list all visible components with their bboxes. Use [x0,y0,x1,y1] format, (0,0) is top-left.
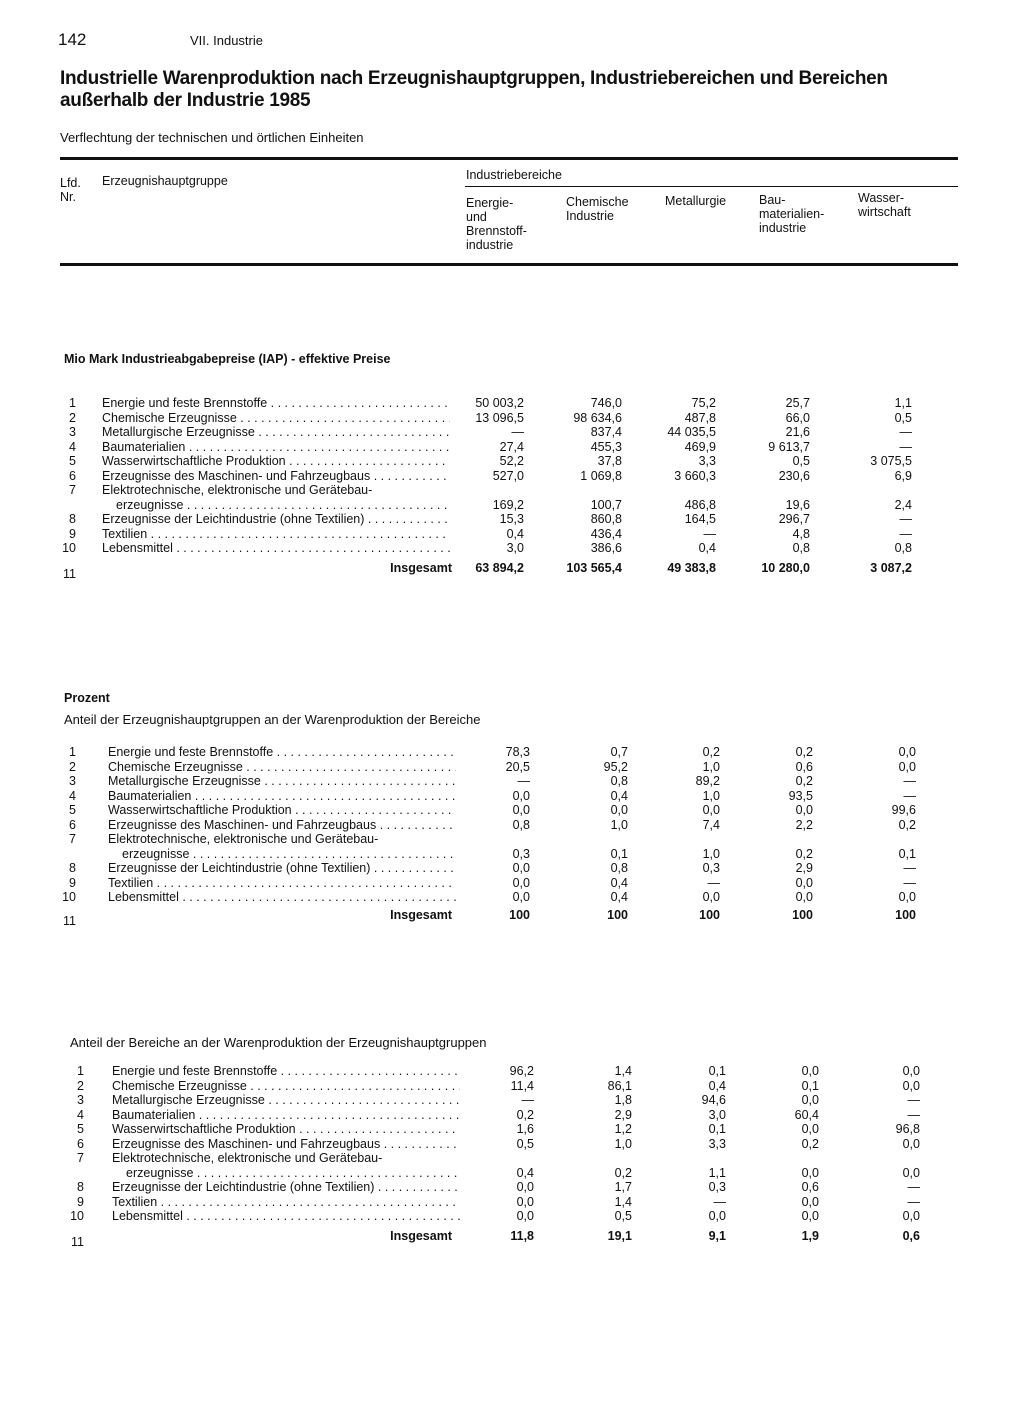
value-cell: 1,0 [610,817,628,832]
value-cell: 1,0 [702,846,720,861]
table-row [0,1195,1024,1209]
product-group-label: Wasserwirtschaftliche Produktion . . . [102,454,450,468]
product-group-label: Lebensmittel . . . [112,1209,460,1223]
value-cell: 0,4 [708,1078,726,1093]
value-cell: 3 087,2 [870,561,912,575]
value-cell: 436,4 [590,526,622,541]
table-row [0,483,1024,497]
row-number: 6 [69,817,76,832]
table-row [0,512,1024,526]
value-cell: 3,0 [506,541,524,555]
product-group-label: Energie und feste Brennstoffe . . . [102,396,450,410]
table-row [0,847,1024,861]
product-group-label: Chemische Erzeugnisse . . . [102,411,450,425]
value-cell: 0,0 [516,1194,534,1209]
value-cell: 0,0 [512,861,530,875]
value-cell: 0,4 [610,875,628,890]
table-row [0,1064,1024,1078]
value-cell: 0,0 [801,1064,819,1078]
value-cell: — [707,875,720,890]
value-cell: 0,1 [898,846,916,861]
value-cell: 0,1 [801,1078,819,1093]
value-cell: 0,0 [512,803,530,817]
value-cell: 0,5 [792,454,810,468]
row-number: 11 [71,1235,84,1249]
value-cell: — [511,425,524,439]
table-row [0,1122,1024,1136]
row-number: 2 [69,759,76,774]
product-group-label: Lebensmittel . . . [108,890,456,904]
value-cell: 0,0 [610,803,628,817]
value-cell: 0,3 [512,846,530,861]
product-group-label: Lebensmittel . . . [102,541,450,555]
product-group-label: erzeugnisse . . . [108,847,456,861]
row-number: 1 [77,1064,84,1078]
product-group-label: Erzeugnisse des Maschinen- und Fahrzeugbaus . . . [112,1137,460,1151]
value-cell: 95,2 [603,759,628,774]
section-subtitle: Anteil der Bereiche an der Warenproduktion der Erzeugnishauptgruppen [70,1035,487,1050]
total-label: Insgesamt [390,561,452,575]
value-cell: — [713,1194,726,1209]
value-cell: 0,1 [610,846,628,861]
value-cell: 0,5 [894,410,912,425]
value-cell: 6,9 [894,468,912,483]
value-cell: 0,8 [512,817,530,832]
page-number: 142 [58,30,87,49]
row-number: 7 [69,483,76,497]
table-row [0,803,1024,817]
value-cell: 0,5 [614,1209,632,1223]
row-number: 11 [63,567,76,581]
row-number: 4 [69,788,76,803]
value-cell: 0,4 [610,788,628,803]
header-col-chemie: Chemische Industrie [566,195,629,223]
value-cell: 0,0 [801,1194,819,1209]
row-number: 7 [77,1151,84,1165]
value-cell: 0,0 [902,1064,920,1078]
row-number: 2 [77,1078,84,1093]
value-cell: — [899,425,912,439]
value-cell: 100 [699,908,720,922]
header-rule-thin [465,186,958,187]
table-row [0,527,1024,541]
table-row [0,861,1024,875]
value-cell: 469,9 [684,439,716,454]
value-cell: 0,0 [898,890,916,904]
value-cell: 0,1 [708,1122,726,1136]
value-cell: 0,3 [708,1180,726,1194]
table-row [0,1180,1024,1194]
row-number: 9 [77,1194,84,1209]
value-cell: 2,2 [795,817,813,832]
value-cell: 1,4 [614,1064,632,1078]
total-label: Insgesamt [390,1229,452,1243]
total-label: Insgesamt [390,908,452,922]
value-cell: 99,6 [891,803,916,817]
value-cell: 0,4 [516,1165,534,1180]
table-row [0,1079,1024,1093]
value-cell: 0,4 [610,890,628,904]
value-cell: 0,0 [898,745,916,759]
value-cell: 0,2 [801,1136,819,1151]
value-cell: 0,0 [795,803,813,817]
row-number: 10 [62,890,76,904]
product-group-label: Textilien . . . [112,1195,460,1209]
row-number: 4 [69,439,76,454]
value-cell: 0,0 [516,1209,534,1223]
value-cell: 0,6 [801,1180,819,1194]
value-cell: 837,4 [590,425,622,439]
product-group-label: Baumaterialien . . . [112,1108,460,1122]
value-cell: 1,9 [801,1229,819,1243]
product-group-label: Erzeugnisse des Maschinen- und Fahrzeugbaus . . . [102,469,450,483]
value-cell: 0,0 [801,1209,819,1223]
row-number: 9 [69,875,76,890]
value-cell: 486,8 [684,497,716,512]
product-group-label: Wasserwirtschaftliche Produktion . . . [112,1122,460,1136]
product-group-label: Chemische Erzeugnisse . . . [112,1079,460,1093]
header-col-wasserwirtschaft: Wasser- wirtschaft [858,191,911,219]
value-cell: 1,7 [614,1180,632,1194]
value-cell: 94,6 [701,1093,726,1107]
value-cell: 63 894,2 [475,561,524,575]
table-row [0,396,1024,410]
row-number: 5 [69,803,76,817]
row-number: 5 [77,1122,84,1136]
value-cell: — [907,1180,920,1194]
header-col-metallurgie: Metallurgie [665,194,727,208]
product-group-label: Chemische Erzeugnisse . . . [108,760,456,774]
value-cell: 44 035,5 [667,425,716,439]
row-number: 7 [69,832,76,846]
header-lfd-nr: Lfd. Nr. [60,176,81,204]
value-cell: 169,2 [492,497,524,512]
product-group-label: erzeugnisse . . . [112,1166,460,1180]
table-row [0,425,1024,439]
value-cell: 0,4 [698,541,716,555]
table-row [0,745,1024,759]
value-cell: 11,4 [510,1078,534,1093]
section-label: Mio Mark Industrieabgabepreise (IAP) - effektive Preise [64,352,391,366]
row-number: 3 [69,774,76,788]
value-cell: 52,2 [499,454,524,468]
table-total-row [0,908,1024,928]
value-cell: 0,1 [708,1064,726,1078]
value-cell: 89,2 [695,774,720,788]
value-cell: 1,0 [614,1136,632,1151]
row-number: 4 [77,1107,84,1122]
section-label: Prozent [64,691,110,705]
value-cell: 0,6 [902,1229,920,1243]
value-cell: 93,5 [788,788,813,803]
product-group-label: Wasserwirtschaftliche Produktion . . . [108,803,456,817]
product-group-label: Elektrotechnische, elektronische und Gerätebau- [112,1151,383,1165]
value-cell: 0,6 [795,759,813,774]
value-cell: 0,2 [795,745,813,759]
value-cell: 11,8 [510,1229,534,1243]
value-cell: 3,3 [698,454,716,468]
table-row [0,789,1024,803]
value-cell: 100,7 [590,497,622,512]
value-cell: 9,1 [708,1229,726,1243]
product-group-label: Erzeugnisse der Leichtindustrie (ohne Textilien) . . . [102,512,450,526]
table-row [0,469,1024,483]
table-row [0,818,1024,832]
product-group-label: erzeugnisse . . . [102,498,450,512]
value-cell: 21,6 [785,425,810,439]
value-cell: — [903,875,916,890]
value-cell: 0,0 [516,1180,534,1194]
value-cell: 487,8 [684,410,716,425]
row-number: 10 [70,1209,84,1223]
value-cell: 0,8 [610,861,628,875]
value-cell: — [899,512,912,526]
product-group-label: Energie und feste Brennstoffe . . . [108,745,456,759]
table-row [0,774,1024,788]
value-cell: 100 [509,908,530,922]
value-cell: 86,1 [607,1078,632,1093]
value-cell: 1,0 [702,788,720,803]
table-total-row [0,561,1024,581]
section-subtitle: Anteil der Erzeugnishauptgruppen an der Warenproduktion der Bereiche [64,712,481,727]
value-cell: 0,2 [898,817,916,832]
value-cell: 4,8 [792,526,810,541]
value-cell: 1,1 [894,396,912,410]
value-cell: — [521,1093,534,1107]
value-cell: — [903,788,916,803]
value-cell: 49 383,8 [667,561,716,575]
value-cell: 96,2 [509,1064,534,1078]
product-group-label: Baumaterialien . . . [108,789,456,803]
product-group-label: Energie und feste Brennstoffe . . . [112,1064,460,1078]
value-cell: 1,6 [516,1122,534,1136]
value-cell: 3 660,3 [674,468,716,483]
value-cell: 0,0 [795,890,813,904]
product-group-label: Erzeugnisse der Leichtindustrie (ohne Textilien) . . . [108,861,456,875]
value-cell: 50 003,2 [475,396,524,410]
value-cell: 19,1 [607,1229,632,1243]
table-row [0,498,1024,512]
value-cell: 1,8 [614,1093,632,1107]
value-cell: — [907,1194,920,1209]
value-cell: 100 [895,908,916,922]
header-col-energie: Energie- und Brennstoff- industrie [466,196,527,252]
header-product-group: Erzeugnishauptgruppe [102,174,228,188]
table-row [0,454,1024,468]
product-group-label: Metallurgische Erzeugnisse . . . [112,1093,460,1107]
value-cell: 0,2 [702,745,720,759]
value-cell: 386,6 [590,541,622,555]
value-cell: 455,3 [590,439,622,454]
value-cell: 0,2 [614,1165,632,1180]
value-cell: 103 565,4 [566,561,622,575]
value-cell: — [907,1093,920,1107]
value-cell: 0,2 [795,846,813,861]
value-cell: 0,3 [702,861,720,875]
value-cell: 19,6 [785,497,810,512]
product-group-label: Metallurgische Erzeugnisse . . . [102,425,450,439]
row-number: 2 [69,410,76,425]
product-group-label: Elektrotechnische, elektronische und Gerätebau- [108,832,379,846]
value-cell: 0,0 [902,1209,920,1223]
table-row [0,1093,1024,1107]
value-cell: 0,0 [801,1165,819,1180]
row-number: 5 [69,454,76,468]
value-cell: 0,8 [894,541,912,555]
value-cell: 1,4 [614,1194,632,1209]
value-cell: 37,8 [597,454,622,468]
page-title: Industrielle Warenproduktion nach Erzeugnishauptgruppen, Industriebereichen und Bereichen außerhalb der Industrie 1985 [60,68,888,111]
table-row [0,1166,1024,1180]
row-number: 1 [69,396,76,410]
table-row [0,1151,1024,1165]
value-cell: 0,8 [792,541,810,555]
value-cell: 1,0 [702,759,720,774]
value-cell: 0,0 [801,1122,819,1136]
row-number: 8 [69,861,76,875]
table-row [0,1137,1024,1151]
value-cell: — [517,774,530,788]
row-number: 8 [69,512,76,526]
product-group-label: Textilien . . . [102,527,450,541]
value-cell: 0,0 [512,890,530,904]
value-cell: 1 069,8 [580,468,622,483]
product-group-label: Erzeugnisse der Leichtindustrie (ohne Textilien) . . . [112,1180,460,1194]
header-rule-top [60,157,958,160]
value-cell: 0,0 [702,890,720,904]
value-cell: 66,0 [785,410,810,425]
table-row [0,541,1024,555]
table-row [0,876,1024,890]
row-number: 6 [77,1136,84,1151]
value-cell: — [899,439,912,454]
value-cell: 2,9 [795,861,813,875]
header-col-baumaterialien: Bau- materialien- industrie [759,193,825,235]
value-cell: 27,4 [499,439,524,454]
value-cell: 15,3 [499,512,524,526]
table-row [0,440,1024,454]
value-cell: 1,2 [614,1122,632,1136]
value-cell: 3 075,5 [870,454,912,468]
value-cell: 230,6 [778,468,810,483]
value-cell: 2,4 [894,497,912,512]
table-row [0,1209,1024,1223]
value-cell: 10 280,0 [761,561,810,575]
table-row [0,832,1024,846]
row-number: 9 [69,526,76,541]
value-cell: 0,5 [516,1136,534,1151]
product-group-label: Textilien . . . [108,876,456,890]
product-group-label: Baumaterialien . . . [102,440,450,454]
table-row [0,1108,1024,1122]
value-cell: 0,0 [801,1093,819,1107]
row-number: 6 [69,468,76,483]
value-cell: — [903,774,916,788]
value-cell: — [703,526,716,541]
value-cell: 20,5 [505,759,530,774]
value-cell: 0,0 [902,1078,920,1093]
value-cell: 296,7 [778,512,810,526]
value-cell: 7,4 [702,817,720,832]
row-number: 8 [77,1180,84,1194]
value-cell: 0,0 [708,1209,726,1223]
value-cell: 0,8 [610,774,628,788]
value-cell: 60,4 [794,1107,819,1122]
value-cell: 25,7 [785,396,810,410]
value-cell: 3,3 [708,1136,726,1151]
row-number: 3 [69,425,76,439]
row-number: 3 [77,1093,84,1107]
header-rule-bottom [60,263,958,266]
row-number: 1 [69,745,76,759]
value-cell: 860,8 [590,512,622,526]
value-cell: 13 096,5 [475,410,524,425]
value-cell: 0,0 [512,788,530,803]
value-cell: 98 634,6 [573,410,622,425]
table-row [0,760,1024,774]
value-cell: 96,8 [895,1122,920,1136]
value-cell: — [907,1107,920,1122]
value-cell: 527,0 [492,468,524,483]
value-cell: 75,2 [691,396,716,410]
value-cell: 0,0 [795,875,813,890]
product-group-label: Elektrotechnische, elektronische und Gerätebau- [102,483,373,497]
row-number: 11 [63,914,76,928]
value-cell: 0,0 [702,803,720,817]
running-head: VII. Industrie [190,33,263,48]
value-cell: — [899,526,912,541]
row-number: 10 [62,541,76,555]
value-cell: 0,7 [610,745,628,759]
value-cell: 0,0 [902,1136,920,1151]
value-cell: 9 613,7 [768,439,810,454]
value-cell: 0,0 [898,759,916,774]
value-cell: 0,4 [506,526,524,541]
value-cell: 0,0 [512,875,530,890]
value-cell: 1,1 [708,1165,726,1180]
product-group-label: Metallurgische Erzeugnisse . . . [108,774,456,788]
value-cell: 3,0 [708,1107,726,1122]
page-subtitle: Verflechtung der technischen und örtlichen Einheiten [60,130,364,145]
header-industry-areas: Industriebereiche [466,168,562,182]
value-cell: 0,2 [516,1107,534,1122]
value-cell: 164,5 [684,512,716,526]
value-cell: 100 [607,908,628,922]
table-row [0,411,1024,425]
value-cell: — [903,861,916,875]
value-cell: 0,2 [795,774,813,788]
table-row [0,890,1024,904]
value-cell: 0,0 [902,1165,920,1180]
value-cell: 78,3 [505,745,530,759]
product-group-label: Erzeugnisse des Maschinen- und Fahrzeugbaus . . . [108,818,456,832]
value-cell: 100 [792,908,813,922]
value-cell: 746,0 [590,396,622,410]
table-total-row [0,1229,1024,1249]
value-cell: 2,9 [614,1107,632,1122]
